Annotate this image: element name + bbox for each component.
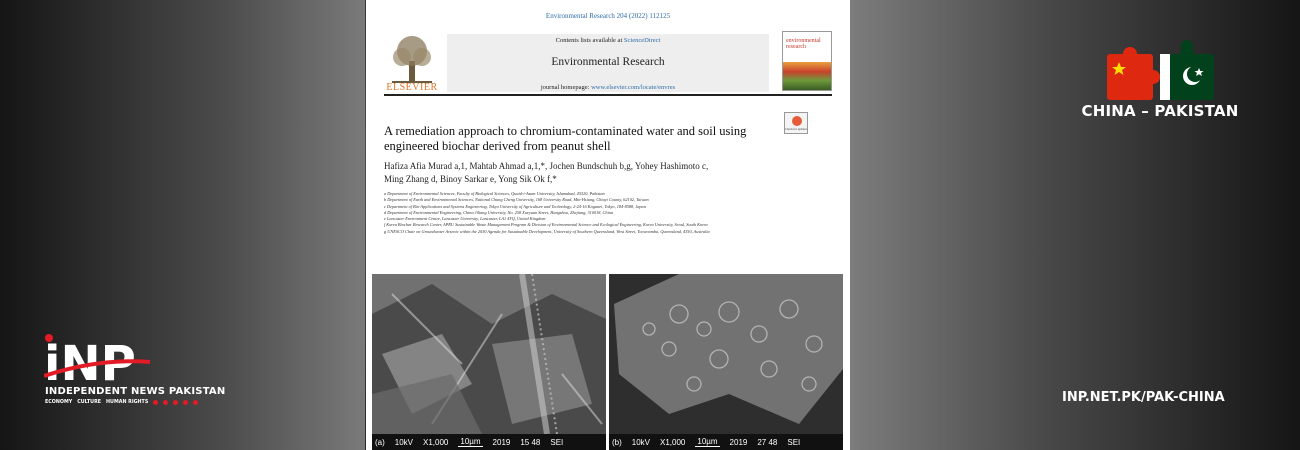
social-icon[interactable] [173, 400, 178, 405]
elsevier-wordmark: ELSEVIER [386, 82, 438, 93]
contents-prefix: Contents lists available at [555, 37, 624, 44]
china-pakistan-label: CHINA – PAKISTAN [1081, 102, 1239, 120]
sem-magnification: X1,000 [660, 437, 686, 447]
cover-title-line-1: environmental [786, 38, 821, 44]
social-icon[interactable] [193, 400, 198, 405]
journal-header [384, 30, 832, 96]
sem-year: 2019 [492, 437, 511, 447]
affiliation-item: a Department of Environmental Sciences, Faculty of Biological Sciences, Quaid-i-Azam University, Islamabad, 45320, Pakistan [384, 191, 605, 196]
journal-citation: Environmental Research 204 (2022) 112125 [545, 12, 671, 20]
cover-title-line-2: research [786, 44, 806, 50]
authors-line-2: Ming Zhang d, Binoy Sarkar e, Yong Sik Ok f,* [384, 173, 557, 184]
sem-mode: SEI [787, 437, 801, 447]
sem-label: (b) [612, 437, 622, 447]
affiliation-item: b Department of Earth and Environmental Sciences, National Chung Cheng University, 168 University Road, Min-Hsiung, Chiayi County, 62102, Taiwan [384, 197, 649, 203]
journal-name: Environmental Research [551, 56, 665, 68]
sem-image-a [372, 274, 606, 450]
sem-mode: SEI [550, 437, 564, 447]
cover-landscape [783, 62, 831, 90]
sem-label: (a) [375, 437, 385, 447]
tag-culture: CULTURE [77, 400, 102, 405]
background-right [850, 0, 1300, 450]
affiliation-list [384, 191, 784, 235]
china-pakistan-puzzle-icon [1107, 38, 1217, 102]
sem-magnification: X1,000 [423, 437, 449, 447]
affiliation-item: g UNESCO Chair on Groundwater Arsenic within the 2030 Agenda for Sustainable Development, University of Southern Queensland, West Street, Toowoomba, Queensland, 4350, Australia [384, 228, 710, 234]
social-icon[interactable] [163, 400, 168, 405]
sem-image-b [609, 274, 843, 450]
inp-logo [44, 332, 154, 384]
sem-id: 15 48 [520, 437, 541, 447]
brand-name: INDEPENDENT NEWS PAKISTAN [45, 386, 226, 397]
sciencedirect-link[interactable]: ScienceDirect [623, 37, 661, 44]
update-badge-label: Check for updates [785, 127, 807, 131]
journal-cover-image [782, 31, 832, 91]
social-icon[interactable] [183, 400, 188, 405]
homepage-prefix: journal homepage: [540, 84, 592, 91]
check-for-updates-badge[interactable] [784, 112, 808, 134]
paper-page [366, 0, 850, 450]
affiliation-item: d Department of Environmental Engineering, China Jiliang University, No. 258 Xueyuan Street, Hangzhou, Zhejiang, 310018, China [384, 209, 614, 215]
homepage-line [447, 84, 769, 91]
affiliation-item: e Lancaster Environment Centre, Lancaster University, Lancaster, LA1 4YQ, United Kingdom [384, 216, 546, 222]
article-title: A remediation approach to chromium-contaminated water and soil using engineered biochar derived from peanut shell [384, 124, 747, 153]
sem-id: 27 48 [757, 437, 778, 447]
journal-info-box [447, 34, 769, 92]
tag-economy: ECONOMY [45, 400, 73, 405]
sem-scale-bar-a [372, 434, 606, 450]
sem-voltage: 10kV [394, 437, 414, 447]
affiliation-item: f Korea Biochar Research Center, APRU Sustainable Waste Management Program & Division of Environmental Science and Ecological Engineering, Korea University, Seoul, South Korea [384, 222, 708, 228]
sem-texture-a [372, 274, 606, 434]
authors-line-1: Hafiza Afia Murad a,1, Mahtab Ahmad a,1,*, Jochen Bundschuh b,g, Yohey Hashimoto c, [384, 161, 709, 171]
sem-scale: 10µm [697, 437, 718, 446]
sem-texture-b [609, 274, 843, 434]
inp-url[interactable]: INP.NET.PK/PAK-CHINA [1062, 390, 1225, 405]
update-icon [792, 116, 802, 126]
journal-homepage-link[interactable]: www.elsevier.com/locate/envres [591, 84, 676, 91]
sem-scale: 10µm [460, 437, 481, 446]
author-list [384, 160, 784, 185]
sem-scale-bar-b [609, 434, 843, 450]
cover-title [786, 38, 821, 50]
inp-logo-text: iNP [44, 336, 136, 384]
contents-line [447, 37, 769, 44]
sem-year: 2019 [729, 437, 748, 447]
tag-human-rights: HUMAN RIGHTS [106, 400, 149, 405]
brand-tags [45, 400, 198, 405]
sem-voltage: 10kV [631, 437, 651, 447]
affiliation-item: c Department of Bio-Applications and Systems Engineering, Tokyo University of Agriculture and Technology, 2-24-16 Koganei, Tokyo, 184-8588, Japan [384, 203, 646, 209]
social-icon[interactable] [153, 400, 158, 405]
